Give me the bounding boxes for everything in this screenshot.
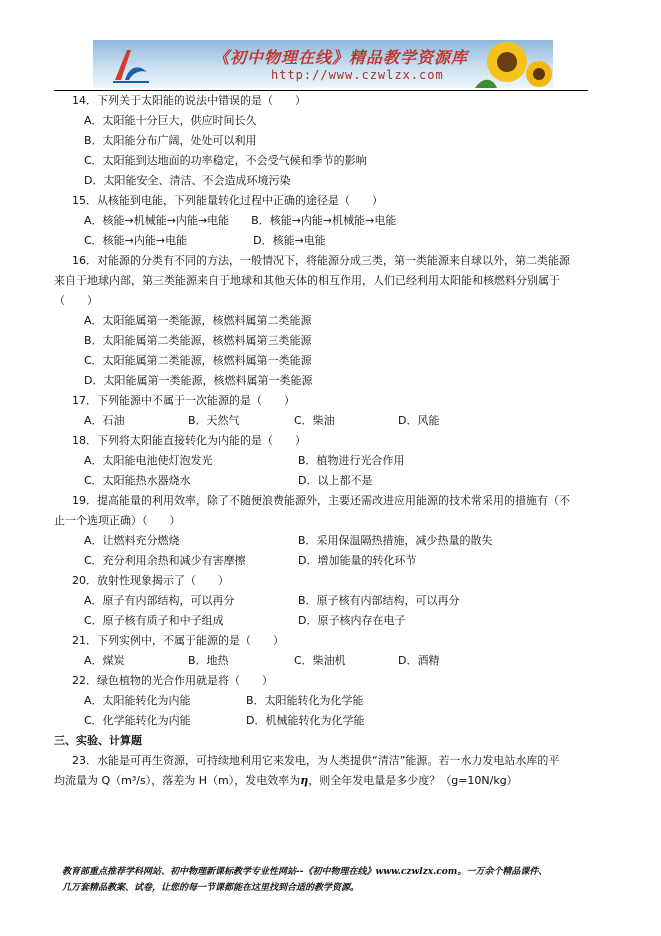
question-19: 19．提高能量的利用效率，除了不随便浪费能源外，主要还需改进应用能源的技术常采用的措施有（不 bbox=[72, 494, 570, 507]
question-18: 18．下列将太阳能直接转化为内能的是（ ） bbox=[72, 434, 306, 447]
question-20: 20．放射性现象揭示了（ ） bbox=[72, 574, 229, 587]
q20-option-c: C．原子核有质子和中子组成 bbox=[84, 614, 224, 627]
sunflower-image bbox=[473, 40, 553, 88]
question-17: 17．下列能源中不属于一次能源的是（ ） bbox=[72, 394, 295, 407]
question-16-cont: 来自于地球内部，第三类能源来自于地球和其他天体的相互作用，人们已经利用太阳能和核燃料分别属于 bbox=[54, 274, 560, 287]
q20-option-b: B．原子核有内部结构，可以再分 bbox=[298, 594, 460, 607]
q21-option-c: C．柴油机 bbox=[294, 654, 346, 667]
q17-option-d: D．风能 bbox=[398, 414, 440, 427]
q16-option-d: D．太阳能属第一类能源，核燃料属第一类能源 bbox=[84, 374, 313, 387]
q22-option-b: B．太阳能转化为化学能 bbox=[246, 694, 364, 707]
q19-option-d: D．增加能量的转化环节 bbox=[298, 554, 417, 567]
question-15: 15．从核能到电能，下列能量转化过程中正确的途径是（ ） bbox=[72, 194, 383, 207]
q15-options-cd: C．核能→内能→电能 D．核能→电能 bbox=[84, 234, 326, 247]
header-rule bbox=[54, 90, 588, 91]
q22-option-a: A．太阳能转化为内能 bbox=[84, 694, 191, 707]
question-21: 21．下列实例中，不属于能源的是（ ） bbox=[72, 634, 284, 647]
question-22: 22．绿色植物的光合作用就是将（ ） bbox=[72, 674, 273, 687]
question-23: 23．水能是可再生资源，可持续地利用它来发电，为人类提供“清洁”能源。若一水力发电站水库的平 bbox=[72, 754, 560, 767]
q22-option-c: C．化学能转化为内能 bbox=[84, 714, 191, 727]
footer-line-1: 教育部重点推荐学科网站、初中物理新课标教学专业性网站--《初中物理在线》www.czwlzx.com。一万余个精品课件、 bbox=[62, 867, 548, 877]
site-logo bbox=[111, 46, 151, 84]
question-23-text-a: 均流量为 Q（m³/s），落差为 H（m），发电效率为 bbox=[54, 774, 301, 787]
q14-option-b: B．太阳能分布广阔，处处可以利用 bbox=[84, 134, 257, 147]
q17-option-b: B．天然气 bbox=[188, 414, 240, 427]
q20-option-a: A．原子有内部结构，可以再分 bbox=[84, 594, 235, 607]
q18-option-a: A．太阳能电池使灯泡发光 bbox=[84, 454, 213, 467]
q20-option-d: D．原子核内存在电子 bbox=[298, 614, 406, 627]
q14-option-d: D．太阳能安全、清洁、不会造成环境污染 bbox=[84, 174, 291, 187]
q21-option-d: D．酒精 bbox=[398, 654, 440, 667]
q19-option-a: A．让燃料充分燃烧 bbox=[84, 534, 180, 547]
question-16: 16．对能源的分类有不同的方法，一般情况下，将能源分成三类，第一类能源来自球以外，第二类能源 bbox=[72, 254, 570, 267]
efficiency-symbol: η bbox=[300, 774, 309, 787]
q14-option-c: C．太阳能到达地面的功率稳定，不会受气候和季节的影响 bbox=[84, 154, 367, 167]
q16-option-b: B．太阳能属第二类能源，核燃料属第三类能源 bbox=[84, 334, 312, 347]
question-19-cont: 止一个选项正确）（ ） bbox=[54, 514, 181, 527]
q17-option-c: C．柴油 bbox=[294, 414, 335, 427]
q15-options-ab: A．核能→机械能→内能→电能 B．核能→内能→机械能→电能 bbox=[84, 214, 397, 227]
q16-option-c: C．太阳能属第二类能源，核燃料属第一类能源 bbox=[84, 354, 312, 367]
section-heading: 三、实验、计算题 bbox=[54, 734, 142, 747]
q16-option-a: A．太阳能属第一类能源，核燃料属第二类能源 bbox=[84, 314, 312, 327]
banner-title: 《初中物理在线》精品教学资源库 bbox=[213, 48, 469, 67]
header-banner bbox=[93, 40, 553, 88]
q18-option-b: B．植物进行光合作用 bbox=[298, 454, 405, 467]
q22-option-d: D．机械能转化为化学能 bbox=[246, 714, 365, 727]
banner-url: http://www.czwlzx.com bbox=[271, 68, 444, 82]
question-23-cont bbox=[54, 774, 518, 788]
q21-option-a: A．煤炭 bbox=[84, 654, 125, 667]
question-14: 14．下列关于太阳能的说法中错误的是（ ） bbox=[72, 94, 306, 107]
q19-option-b: B．采用保温隔热措施，减少热量的散失 bbox=[298, 534, 493, 547]
question-23-text-b: ，则全年发电量是多少度？（g=10N/kg） bbox=[308, 774, 518, 787]
q19-option-c: C．充分利用余热和减少有害摩擦 bbox=[84, 554, 246, 567]
question-16-bracket: （ ） bbox=[54, 294, 98, 307]
q18-option-c: C．太阳能热水器烧水 bbox=[84, 474, 191, 487]
q21-option-b: B．地热 bbox=[188, 654, 229, 667]
q18-option-d: D．以上都不是 bbox=[298, 474, 373, 487]
footer-line-2: 几万套精品教案、试卷，让您的每一节课都能在这里找到合适的教学资源。 bbox=[62, 883, 360, 893]
q14-option-a: A．太阳能十分巨大，供应时间长久 bbox=[84, 114, 257, 127]
q17-option-a: A．石油 bbox=[84, 414, 125, 427]
